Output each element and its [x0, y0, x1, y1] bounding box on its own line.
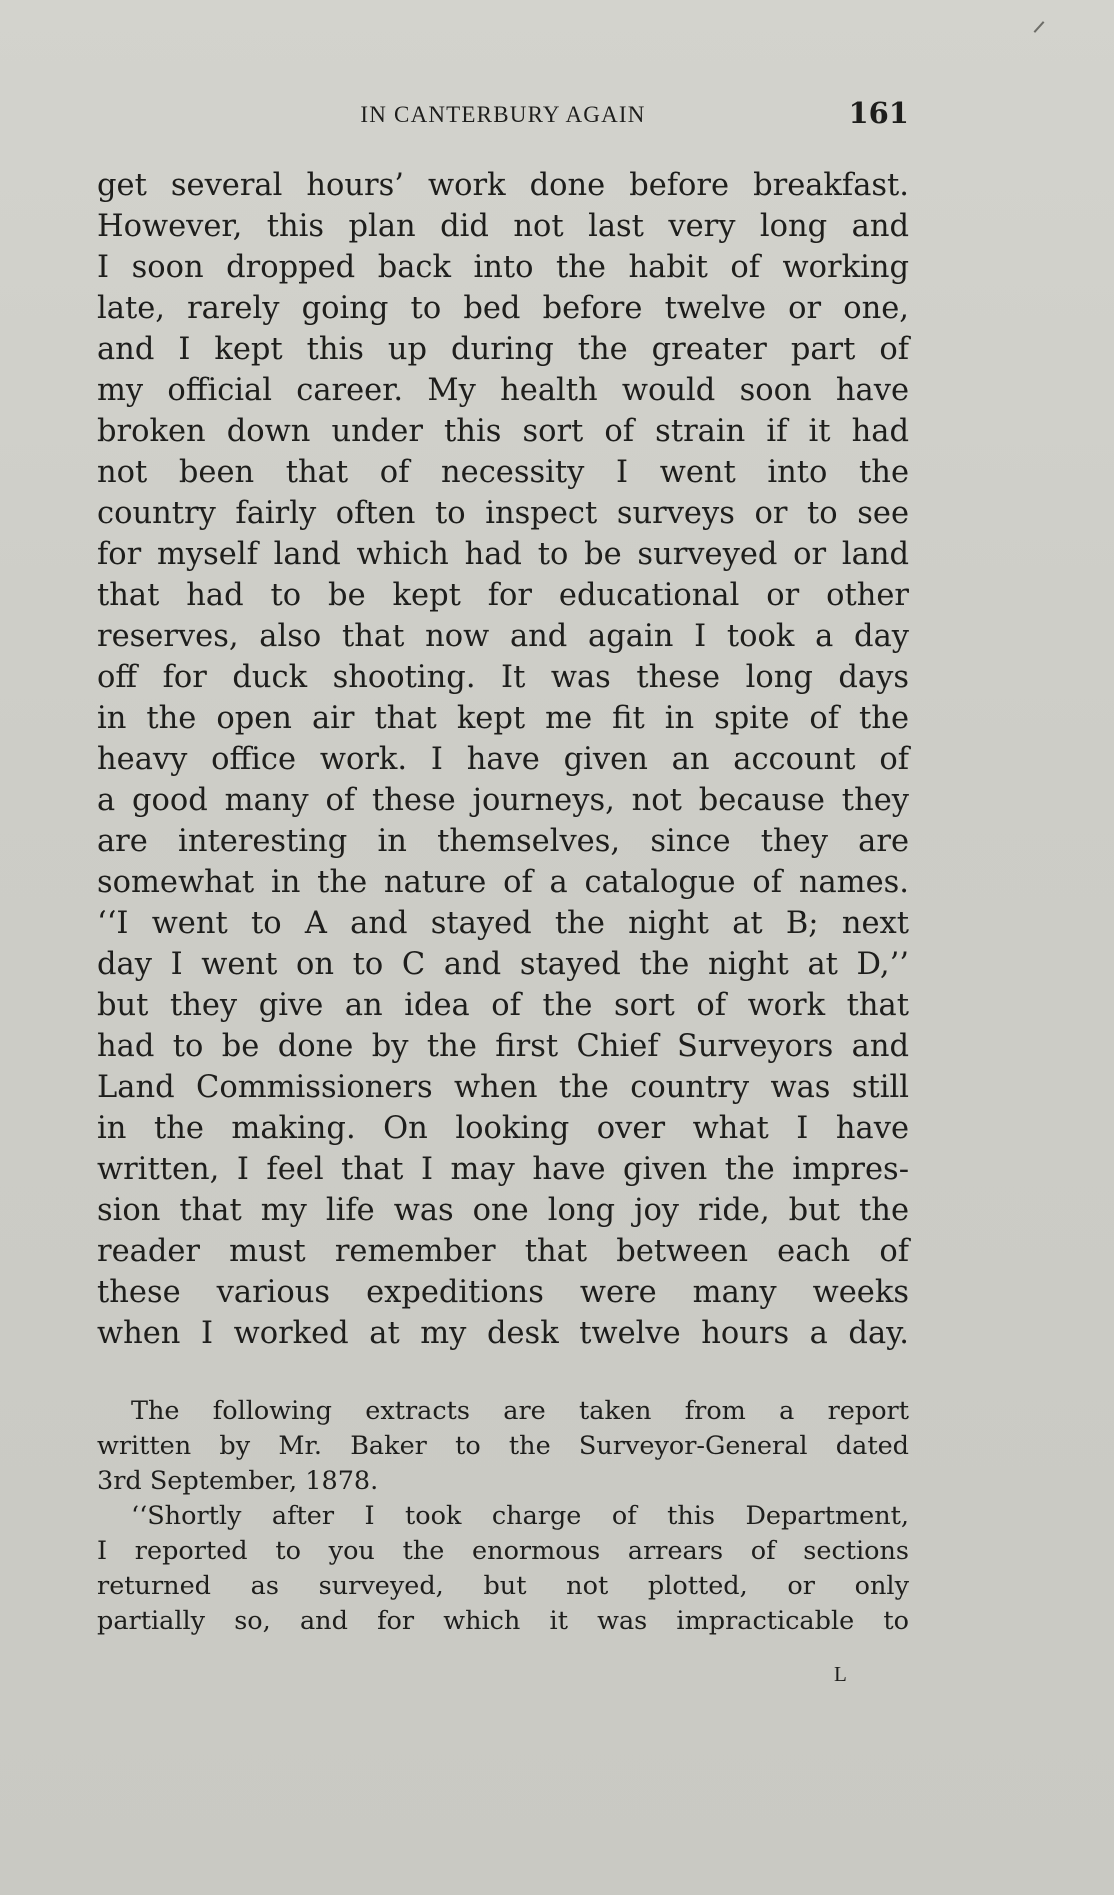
text-line: broken down under this sort of strain if it had	[97, 414, 909, 449]
extract-line: The following extracts are taken from a report	[131, 1396, 909, 1426]
pencil-mark	[1034, 21, 1045, 33]
text-line: day I went on to C and stayed the night at D,’’	[97, 947, 909, 982]
extract-line: partially so, and for which it was impracticable to	[97, 1606, 909, 1636]
text-line: these various expeditions were many weeks	[97, 1275, 909, 1310]
text-line: written, I feel that I may have given the impres-	[97, 1152, 909, 1187]
running-header	[97, 96, 909, 140]
text-line: heavy office work. I have given an account of	[97, 742, 909, 777]
text-line: in the open air that kept me fit in spite of the	[97, 701, 909, 736]
text-line: are interesting in themselves, since they are	[97, 824, 909, 859]
text-line: However, this plan did not last very long and	[97, 209, 909, 244]
text-line: somewhat in the nature of a catalogue of names.	[97, 865, 909, 900]
text-line: and I kept this up during the greater part of	[97, 332, 909, 367]
extract-line: ‘‘Shortly after I took charge of this Department,	[131, 1501, 909, 1531]
text-line: I soon dropped back into the habit of working	[97, 250, 909, 285]
text-line: had to be done by the first Chief Surveyors and	[97, 1029, 909, 1064]
extract-line: 3rd September, 1878.	[97, 1466, 379, 1496]
signature-mark: L	[834, 1662, 848, 1686]
text-line: but they give an idea of the sort of work that	[97, 988, 909, 1023]
text-line: in the making. On looking over what I have	[97, 1111, 909, 1146]
text-line: not been that of necessity I went into the	[97, 455, 909, 490]
text-line: get several hours’ work done before breakfast.	[97, 168, 909, 203]
text-line: off for duck shooting. It was these long days	[97, 660, 909, 695]
report-extract	[97, 1394, 909, 1639]
text-line: late, rarely going to bed before twelve or one,	[97, 291, 909, 326]
text-line: ‘‘I went to A and stayed the night at B; next	[97, 906, 909, 941]
running-title: IN CANTERBURY AGAIN	[360, 102, 646, 127]
text-line: my official career. My health would soon have	[97, 373, 909, 408]
text-line: that had to be kept for educational or other	[97, 578, 909, 613]
text-line: sion that my life was one long joy ride, but the	[97, 1193, 909, 1228]
page-number: 161	[848, 96, 909, 130]
text-line: reader must remember that between each of	[97, 1234, 909, 1269]
extract-line: I reported to you the enormous arrears of sections	[97, 1536, 909, 1566]
extract-line: returned as surveyed, but not plotted, or only	[97, 1571, 909, 1601]
text-line: country fairly often to inspect surveys or to see	[97, 496, 909, 531]
extract-line: written by Mr. Baker to the Surveyor-General dated	[97, 1431, 909, 1461]
text-line: reserves, also that now and again I took a day	[97, 619, 909, 654]
text-line: when I worked at my desk twelve hours a day.	[97, 1316, 909, 1351]
text-line: a good many of these journeys, not because they	[97, 783, 909, 818]
text-line: Land Commissioners when the country was still	[97, 1070, 909, 1105]
body-paragraph	[97, 165, 909, 1354]
text-line: for myself land which had to be surveyed or land	[97, 537, 909, 572]
